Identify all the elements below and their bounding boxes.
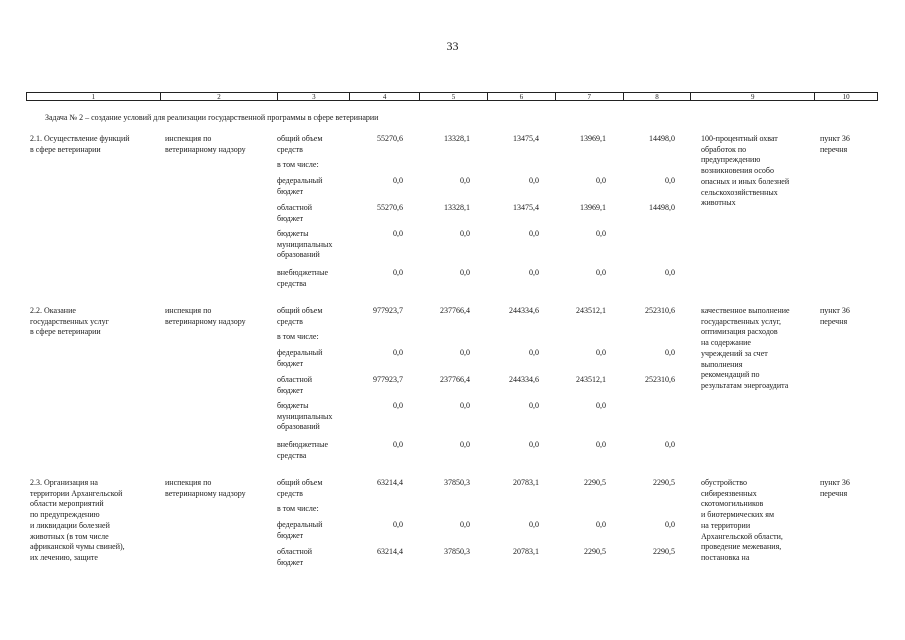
- expected-result: проведение межевания,: [701, 542, 782, 552]
- funding-value: 0,0: [393, 268, 403, 277]
- funding-source: областной: [277, 375, 313, 384]
- funding-source: общий объем: [277, 478, 323, 487]
- measure-name: 2.3. Организация на: [30, 478, 98, 487]
- measure-name: их лечению, защите: [30, 552, 98, 562]
- funding-source: внебюджетные: [277, 440, 328, 449]
- funding-value: 55270,6: [377, 203, 403, 212]
- funding-value: 2290,5: [653, 547, 675, 556]
- header-col-5: 5: [420, 93, 488, 101]
- expected-result: сельскохозяйственных: [701, 187, 778, 197]
- funding-value: 252310,6: [645, 375, 675, 384]
- measure-name: 2.2. Оказание: [30, 306, 76, 315]
- expected-result: на содержание: [701, 338, 751, 348]
- funding-value: 0,0: [460, 401, 470, 410]
- funding-value: 252310,6: [645, 306, 675, 315]
- funding-value: 0,0: [460, 440, 470, 449]
- funding-source: федеральный: [277, 176, 323, 185]
- funding-source: федеральный: [277, 348, 323, 357]
- funding-value: 244334,6: [509, 306, 539, 315]
- funding-value: 0,0: [596, 176, 606, 185]
- funding-value: 0,0: [529, 440, 539, 449]
- executor: ветеринарному надзору: [165, 488, 246, 498]
- header-col-6: 6: [488, 93, 556, 101]
- expected-result: 100-процентный охват: [701, 134, 778, 143]
- expected-result: постановка на: [701, 552, 750, 562]
- funding-value: 0,0: [665, 348, 675, 357]
- funding-value: 13969,1: [580, 203, 606, 212]
- funding-value: 0,0: [596, 401, 606, 410]
- funding-value: 63214,4: [377, 547, 403, 556]
- funding-value: 13328,1: [444, 203, 470, 212]
- executor: ветеринарному надзору: [165, 316, 246, 326]
- funding-value: 13328,1: [444, 134, 470, 143]
- funding-value: 0,0: [596, 440, 606, 449]
- funding-value: 0,0: [393, 520, 403, 529]
- funding-source: областной: [277, 203, 313, 212]
- funding-value: 13475,4: [513, 134, 539, 143]
- expected-result: выполнения: [701, 359, 743, 369]
- header-col-3: 3: [278, 93, 350, 101]
- expected-result: оптимизация расходов: [701, 327, 778, 337]
- funding-value: 14498,0: [649, 134, 675, 143]
- reference-link: пункт 36: [820, 478, 850, 487]
- funding-source: средства: [277, 278, 307, 288]
- task-title: Задача № 2 – создание условий для реализации государственной программы в сфере ветеринарии: [45, 113, 379, 122]
- funding-source: средств: [277, 316, 303, 326]
- funding-value: 0,0: [529, 401, 539, 410]
- expected-result: обработок по: [701, 144, 747, 154]
- funding-value: 0,0: [596, 268, 606, 277]
- header-col-2: 2: [161, 93, 279, 101]
- funding-source: бюджет: [277, 186, 304, 196]
- funding-source: общий объем: [277, 134, 323, 143]
- funding-value: 0,0: [460, 176, 470, 185]
- header-col-9: 9: [691, 93, 815, 101]
- funding-value: 0,0: [529, 229, 539, 238]
- funding-value: 0,0: [460, 229, 470, 238]
- header-col-4: 4: [350, 93, 420, 101]
- measure-name: в сфере ветеринарии: [30, 327, 101, 337]
- funding-source: бюджет: [277, 530, 304, 540]
- funding-value: 0,0: [596, 229, 606, 238]
- reference-link: перечня: [820, 144, 848, 154]
- funding-value: 0,0: [460, 520, 470, 529]
- funding-source: средств: [277, 488, 303, 498]
- expected-result: государственных услуг,: [701, 316, 782, 326]
- funding-source: средства: [277, 450, 307, 460]
- funding-value: 20783,1: [513, 478, 539, 487]
- funding-value: 0,0: [529, 520, 539, 529]
- funding-value: 0,0: [460, 268, 470, 277]
- funding-source: бюджет: [277, 385, 304, 395]
- funding-source: областной: [277, 547, 313, 556]
- expected-result: рекомендаций по: [701, 370, 760, 380]
- funding-source: образований: [277, 422, 320, 432]
- reference-link: перечня: [820, 316, 848, 326]
- funding-value: 55270,6: [377, 134, 403, 143]
- expected-result: сибиреязвенных: [701, 488, 757, 498]
- expected-result: животных: [701, 198, 736, 208]
- funding-value: 14498,0: [649, 203, 675, 212]
- funding-value: 0,0: [393, 176, 403, 185]
- funding-value: 13969,1: [580, 134, 606, 143]
- expected-result: Архангельской области,: [701, 531, 783, 541]
- page-number: 33: [446, 39, 459, 53]
- measure-name: животных (в том числе: [30, 531, 109, 541]
- funding-value: 0,0: [460, 348, 470, 357]
- funding-source: бюджеты: [277, 229, 309, 238]
- funding-value: 0,0: [665, 176, 675, 185]
- expected-result: учреждений за счет: [701, 348, 768, 358]
- funding-value: 244334,6: [509, 375, 539, 384]
- funding-value: 977923,7: [373, 375, 403, 384]
- funding-value: 0,0: [393, 229, 403, 238]
- funding-value: 37850,3: [444, 547, 470, 556]
- funding-value: 2290,5: [653, 478, 675, 487]
- funding-source: муниципальных: [277, 239, 333, 249]
- column-number-header: [26, 92, 878, 101]
- funding-source: бюджет: [277, 358, 304, 368]
- funding-source: бюджет: [277, 557, 304, 567]
- funding-value: 0,0: [529, 176, 539, 185]
- funding-value: 237766,4: [440, 375, 470, 384]
- measure-name: государственных услуг: [30, 316, 109, 326]
- executor: инспекция по: [165, 134, 212, 143]
- expected-result: предупреждению: [701, 155, 761, 165]
- measure-name: и ликвидации болезней: [30, 520, 110, 530]
- expected-result: возникновения особо: [701, 166, 774, 176]
- funding-value: 63214,4: [377, 478, 403, 487]
- funding-value: 0,0: [529, 348, 539, 357]
- measure-name: территории Архангельской: [30, 488, 123, 498]
- funding-source: внебюджетные: [277, 268, 328, 277]
- funding-value: 0,0: [393, 348, 403, 357]
- reference-link: пункт 36: [820, 134, 850, 143]
- funding-source: образований: [277, 250, 320, 260]
- expected-result: результатам энергоаудита: [701, 380, 789, 390]
- funding-value: 243512,1: [576, 375, 606, 384]
- executor: инспекция по: [165, 306, 212, 315]
- funding-source: общий объем: [277, 306, 323, 315]
- funding-value: 0,0: [665, 440, 675, 449]
- expected-result: на территории: [701, 520, 751, 530]
- measure-name: в сфере ветеринарии: [30, 144, 101, 154]
- funding-value: 20783,1: [513, 547, 539, 556]
- header-col-8: 8: [624, 93, 692, 101]
- funding-value: 0,0: [665, 520, 675, 529]
- funding-source: в том числе:: [277, 160, 319, 169]
- expected-result: и биотермических ям: [701, 510, 775, 520]
- header-col-7: 7: [556, 93, 624, 101]
- reference-link: перечня: [820, 488, 848, 498]
- measure-name: 2.1. Осуществление функций: [30, 134, 130, 143]
- executor: ветеринарному надзору: [165, 144, 246, 154]
- funding-source: федеральный: [277, 520, 323, 529]
- expected-result: обустройство: [701, 478, 747, 487]
- funding-value: 0,0: [529, 268, 539, 277]
- funding-value: 2290,5: [584, 478, 606, 487]
- funding-source: бюджеты: [277, 401, 309, 410]
- reference-link: пункт 36: [820, 306, 850, 315]
- funding-source: бюджет: [277, 213, 304, 223]
- funding-value: 237766,4: [440, 306, 470, 315]
- measure-name: по предупреждению: [30, 510, 100, 520]
- funding-value: 0,0: [393, 440, 403, 449]
- funding-value: 977923,7: [373, 306, 403, 315]
- funding-value: 0,0: [393, 401, 403, 410]
- funding-value: 0,0: [596, 520, 606, 529]
- funding-value: 13475,4: [513, 203, 539, 212]
- expected-result: скотомогильников: [701, 499, 764, 509]
- expected-result: опасных и иных болезней: [701, 176, 790, 186]
- funding-source: средств: [277, 144, 303, 154]
- funding-source: в том числе:: [277, 332, 319, 341]
- funding-value: 2290,5: [584, 547, 606, 556]
- funding-source: муниципальных: [277, 411, 333, 421]
- funding-value: 243512,1: [576, 306, 606, 315]
- funding-source: в том числе:: [277, 504, 319, 513]
- expected-result: качественное выполнение: [701, 306, 790, 315]
- measure-name: области мероприятий: [30, 499, 104, 509]
- funding-value: 0,0: [596, 348, 606, 357]
- executor: инспекция по: [165, 478, 212, 487]
- header-col-1: 1: [27, 93, 161, 101]
- funding-value: 0,0: [665, 268, 675, 277]
- header-col-10: 10: [842, 93, 850, 101]
- funding-value: 37850,3: [444, 478, 470, 487]
- measure-name: африканской чумы свиней),: [30, 542, 125, 552]
